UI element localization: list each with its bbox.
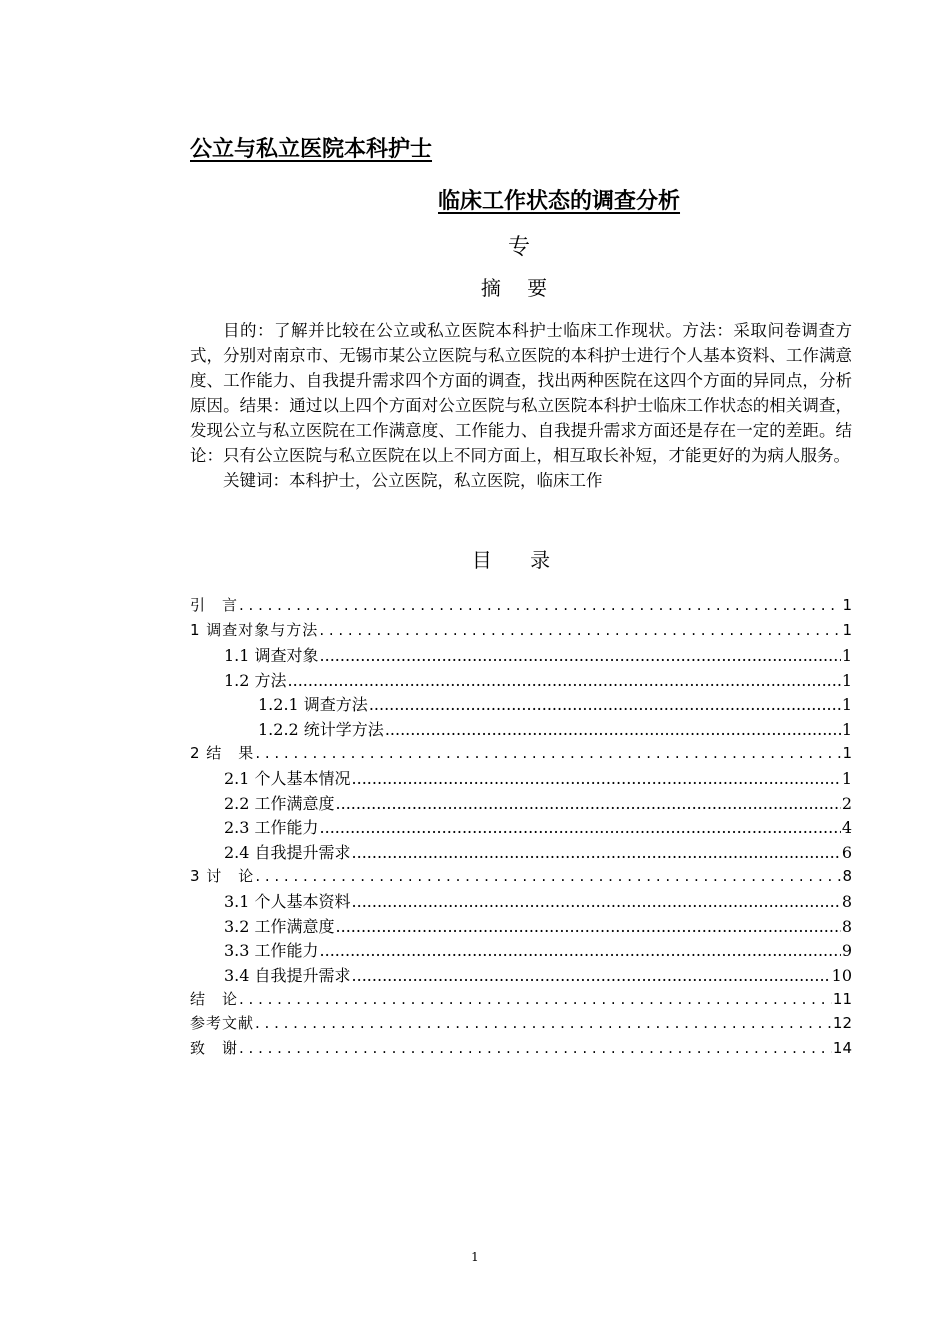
toc-entry[interactable]: 1 调查对象与方法 . . . 1 bbox=[190, 619, 852, 644]
subtitle: 专 bbox=[507, 235, 530, 260]
toc-heading: 目 录 bbox=[471, 548, 567, 572]
toc-entry[interactable]: 2.3 工作能力 ..... 4 bbox=[190, 815, 852, 840]
toc-entry[interactable]: 引 言 . . . 1 bbox=[190, 594, 852, 619]
toc-entry[interactable]: 致 谢 . . . 14 bbox=[190, 1037, 852, 1062]
toc-entry[interactable]: 3.3 工作能力 ..... 9 bbox=[190, 938, 852, 963]
toc-entry[interactable]: 2.4 自我提升需求 ..... 6 bbox=[190, 840, 852, 865]
abstract-heading: 摘 要 bbox=[480, 276, 558, 300]
toc-entry[interactable]: 结 论 . . . 11 bbox=[190, 988, 852, 1013]
toc-entry[interactable]: 参考文献 . . . 12 bbox=[190, 1012, 852, 1037]
toc-entry[interactable]: 3.1 个人基本资料 ..... 8 bbox=[190, 889, 852, 914]
toc-entry[interactable]: 3.2 工作满意度 ..... 8 bbox=[190, 914, 852, 939]
page-number: 1 bbox=[471, 1250, 479, 1264]
toc-entry[interactable]: 1.2.2 统计学方法 ..... 1 bbox=[190, 717, 852, 742]
toc-entry[interactable]: 1.2.1 调查方法 ..... 1 bbox=[190, 692, 852, 717]
toc-entry[interactable]: 1.1 调查对象 ..... 1 bbox=[190, 643, 852, 668]
abstract bbox=[190, 318, 852, 493]
toc-entry[interactable]: 2.1 个人基本情况 ..... 1 bbox=[190, 766, 852, 791]
toc-entry[interactable]: 2.2 工作满意度 ..... 2 bbox=[190, 791, 852, 816]
title-line-1: 公立与私立医院本科护士 bbox=[190, 137, 433, 162]
keywords: 关键词：本科护士，公立医院，私立医院，临床工作 bbox=[223, 471, 603, 490]
title-line-2: 临床工作状态的调查分析 bbox=[438, 189, 681, 214]
toc-entry[interactable]: 1.2 方法 ..... 1 bbox=[190, 668, 852, 693]
table-of-contents bbox=[190, 594, 852, 1061]
abstract-body: 目的：了解并比较在公立或私立医院本科护士临床工作现状。方法：采取问卷调查方式，分别对南京市、无锡市某公立医院与私立医院的本科护士进行个人基本资料、工作满意度、工作能力、自我提升需求四个方面的调查，找出两种医院在这四个方面的异同点，分析原因。结果：通过以上四个方面对公立医院与私立医院本科护士临床工作状态的相关调查，发现公立与私立医院在工作满意度、工作能力、自我提升需求方面还是存在一定的差距。结论：只有公立医院与私立医院在以上不同方面上，相互取长补短，才能更好的为病人服务。 bbox=[190, 321, 852, 465]
toc-entry[interactable]: 2 结 果 . . . 1 bbox=[190, 742, 852, 767]
toc-entry[interactable]: 3 讨 论 . . . 8 bbox=[190, 865, 852, 890]
toc-entry[interactable]: 3.4 自我提升需求 ..... 10 bbox=[190, 963, 852, 988]
